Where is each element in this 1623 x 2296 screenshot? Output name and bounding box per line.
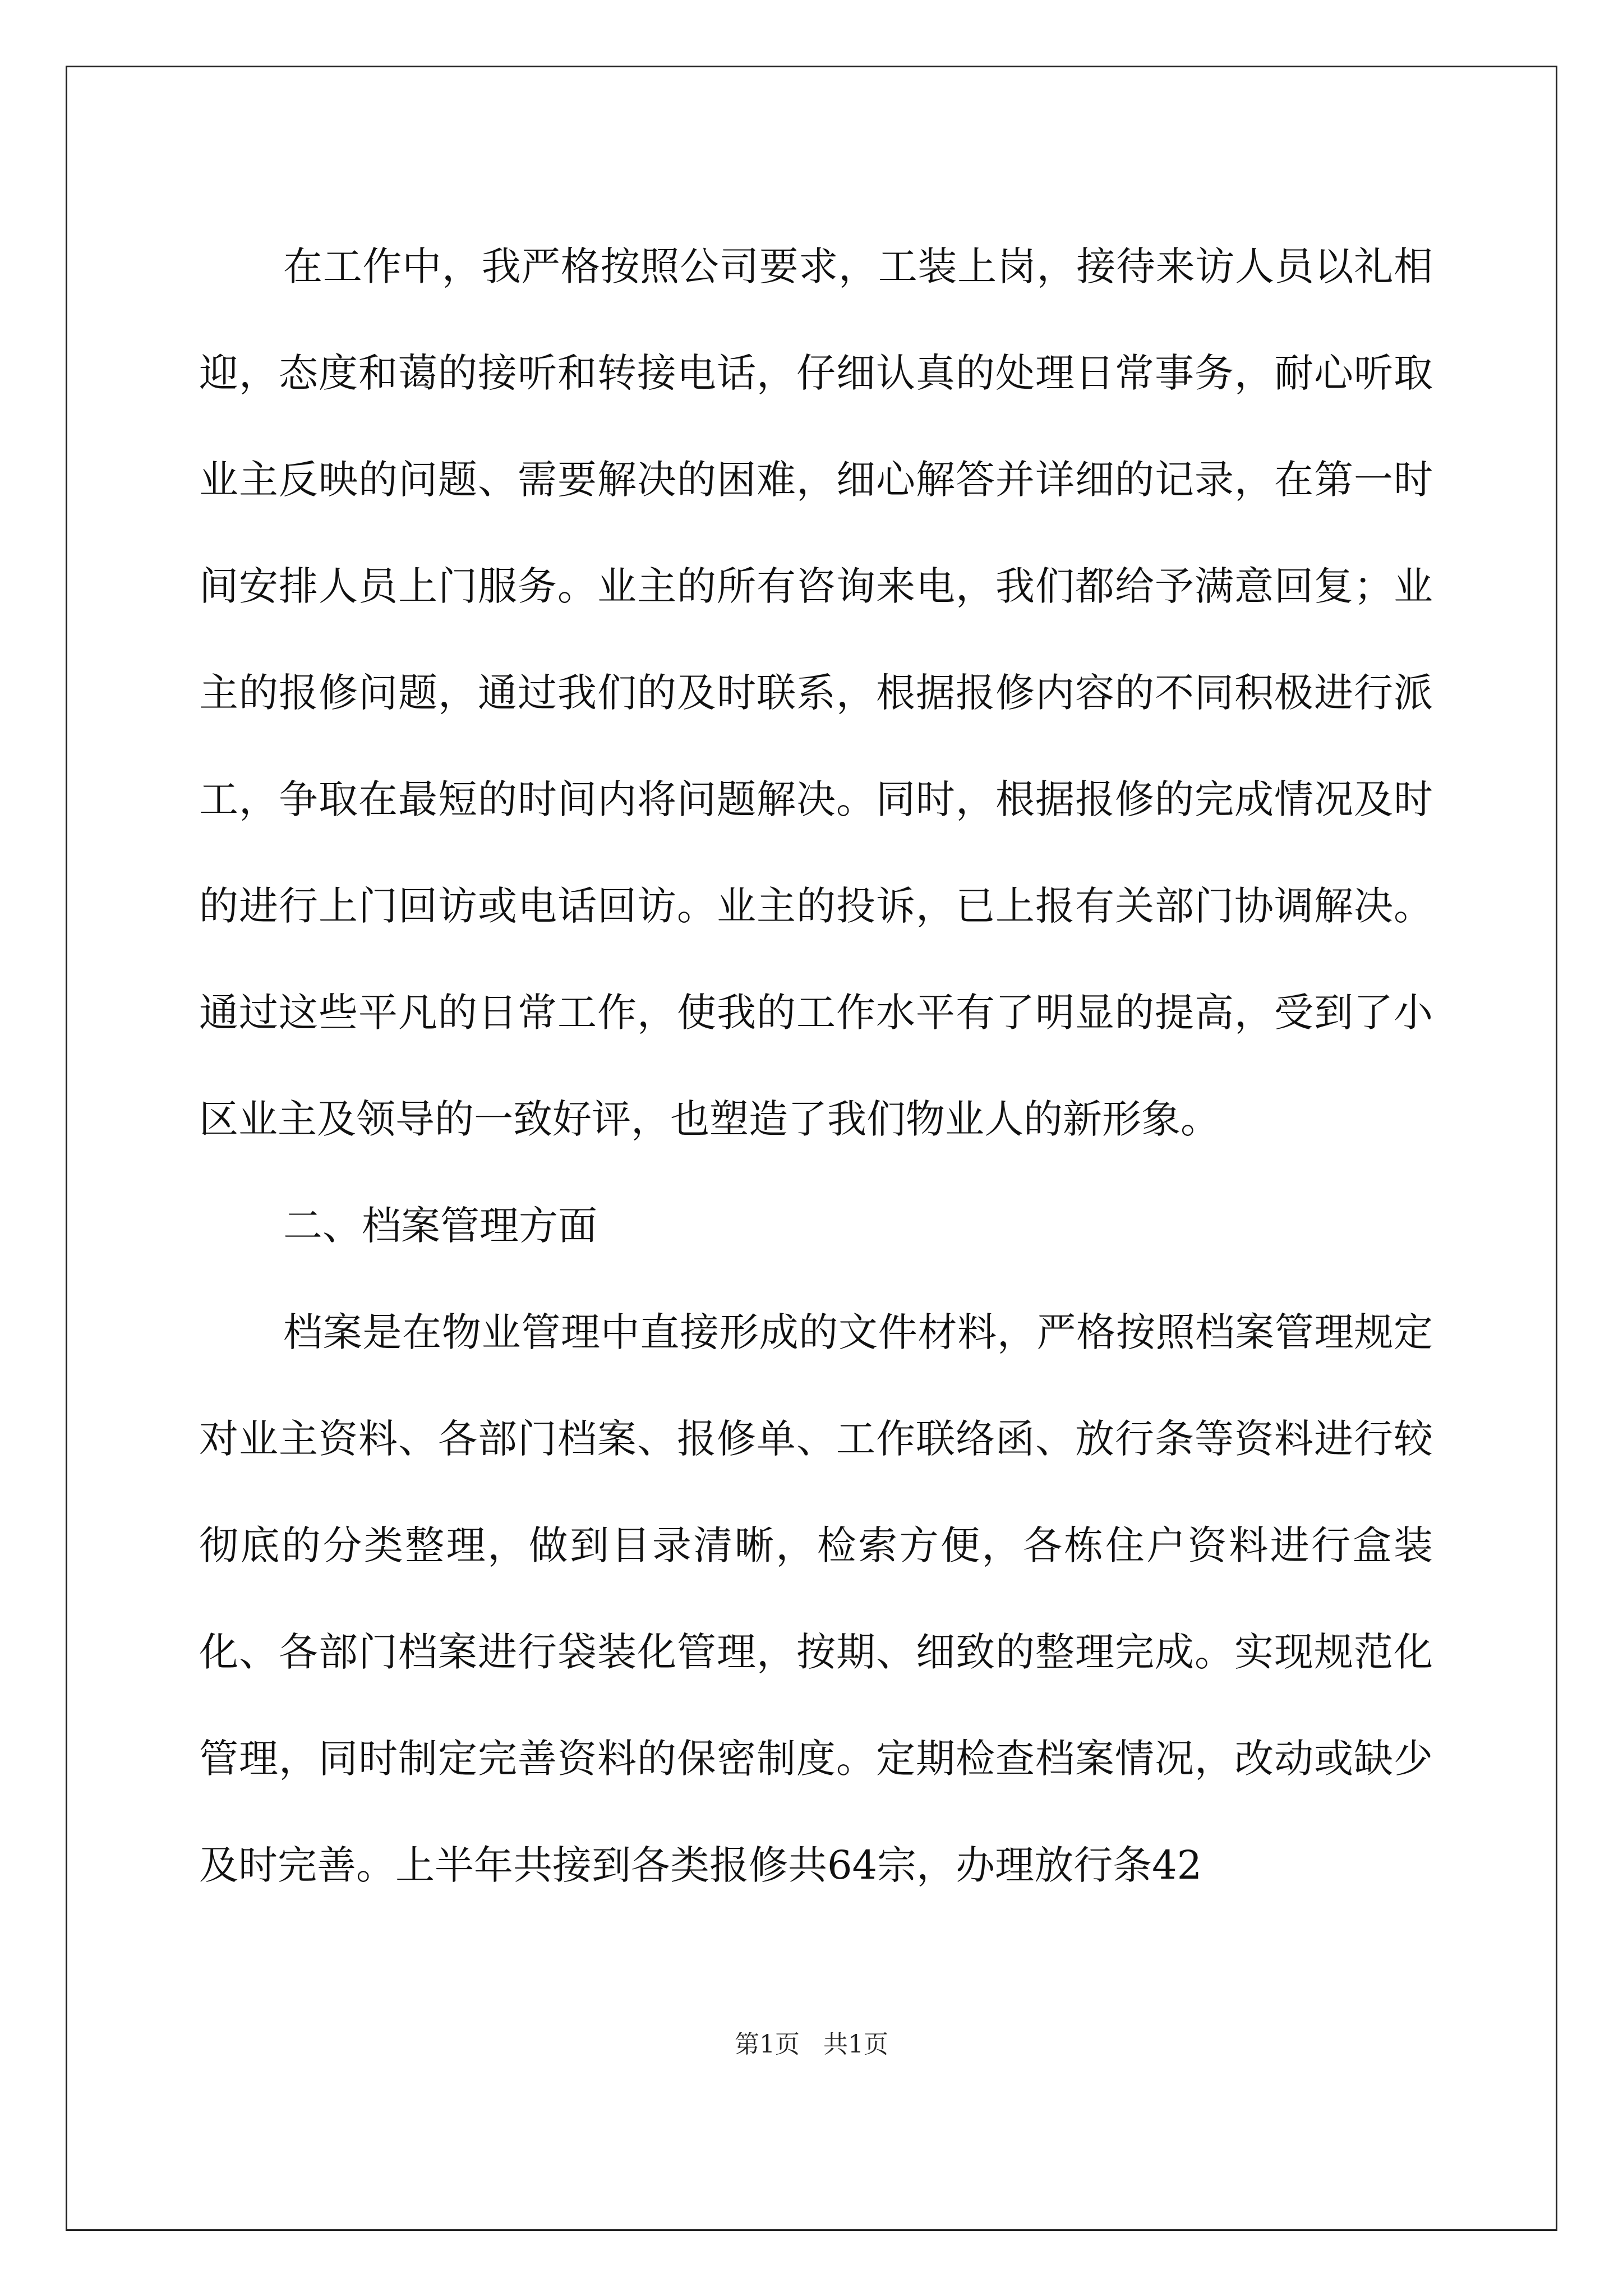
paragraph-front-desk-work: 在工作中，我严格按照公司要求，工装上岗，接待来访人员以礼相迎，态度和蔼的接听和转接电话，仔细认真的处理日常事务，耐心听取业主反映的问题、需要解决的困难，细心解答并详细的记录，在第一时间安排人员上门服务。业主的所有咨询来电，我们都给予满意回复；业主的报修问题，通过我们的及时联系，根据报修内容的不同积极进行派工，争取在最短的时间内将问题解决。同时，根据报修的完成情况及时的进行上门回访或电话回访。业主的投诉，已上报有关部门协调解决。通过这些平凡的日常工作，使我的工作水平有了明显的提高，受到了小区业主及领导的一致好评，也塑造了我们物业人的新形象。	[199, 243, 1433, 1142]
section-heading-archive-management: 二、档案管理方面	[283, 1203, 597, 1249]
paragraph-archive-management: 档案是在物业管理中直接形成的文件材料，严格按照档案管理规定对业主资料、各部门档案、报修单、工作联络函、放行条等资料进行较彻底的分类整理，做到目录清晰，检索方便，各栋住户资料进行盒装化、各部门档案进行袋装化管理，按期、细致的整理完成。实现规范化管理，同时制定完善资料的保密制度。定期检查档案情况，改动或缺少及时完善。上半年共接到各类报修共64宗，办理放行条42	[199, 1309, 1433, 1888]
page-footer: 第1页 共1页	[735, 2030, 888, 2059]
document-body	[199, 213, 1433, 1918]
